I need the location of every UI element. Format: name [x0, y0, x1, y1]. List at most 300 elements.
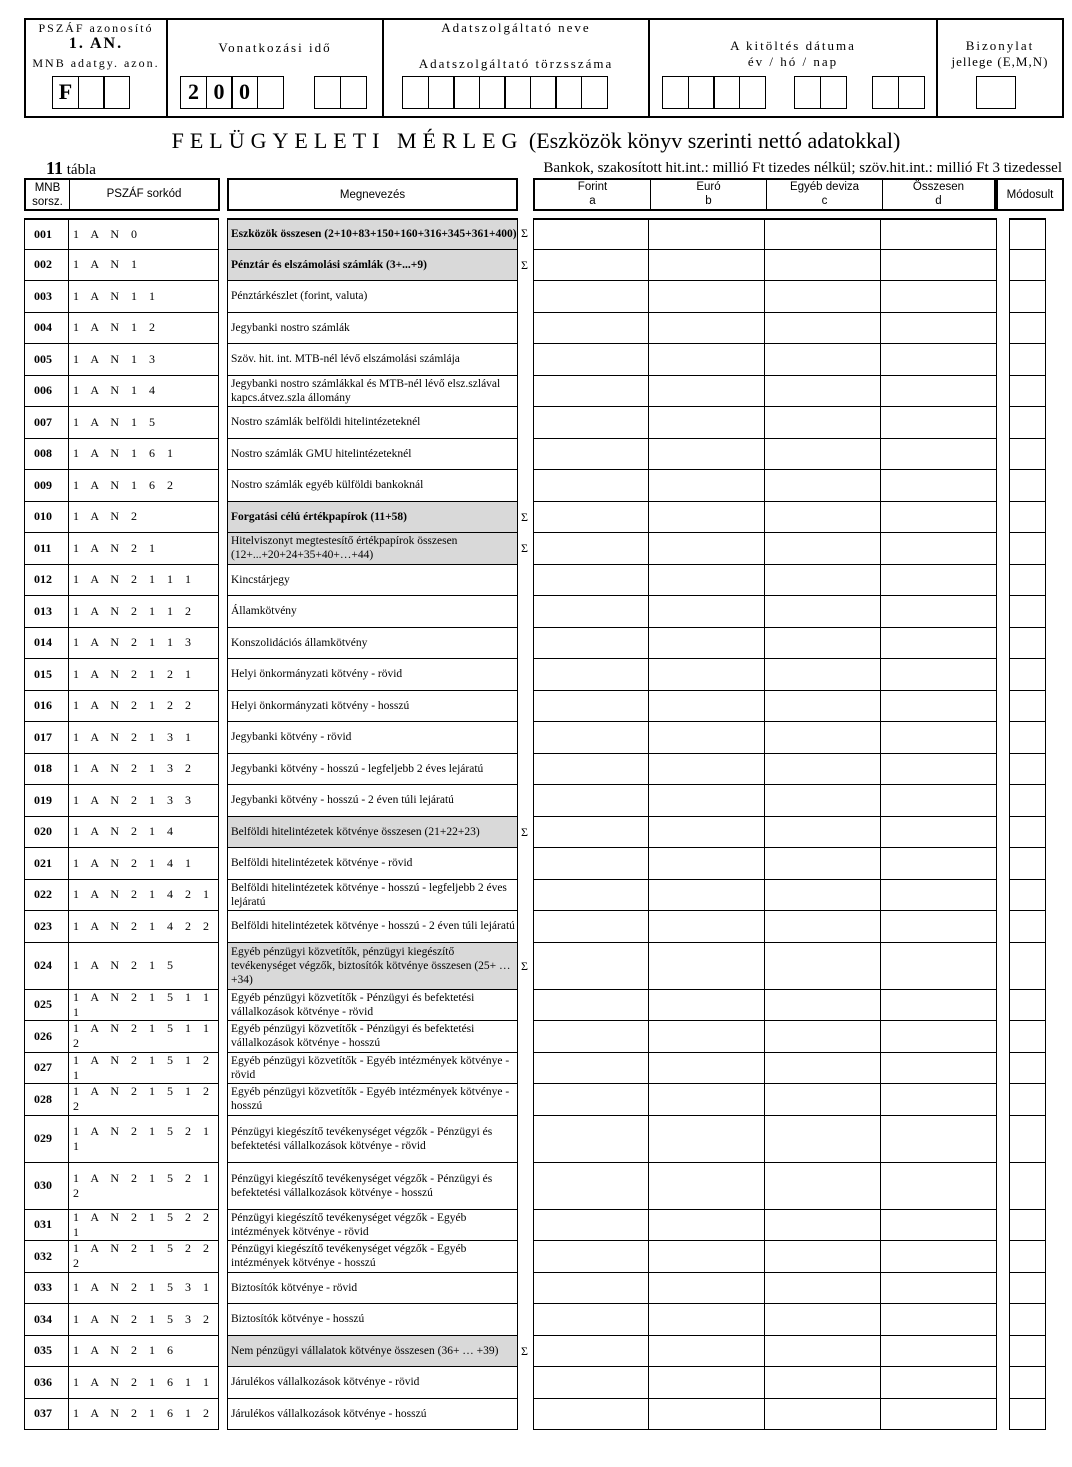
modified-field[interactable] [1009, 1084, 1046, 1116]
period-box[interactable]: 0 [231, 76, 258, 109]
value-total-field[interactable] [881, 1021, 997, 1053]
value-euro-field[interactable] [649, 880, 765, 912]
row-name: Jegybanki nostro számlákkal és MTB-nél lévő elsz.szlával kapcs.átvez.szla állomány [227, 376, 518, 408]
table-row [24, 722, 1064, 754]
value-other-field[interactable] [765, 596, 881, 628]
row-number: 008 [24, 439, 69, 471]
modified-field[interactable] [1009, 344, 1046, 376]
row-number: 014 [24, 628, 69, 660]
period-box[interactable]: 0 [206, 76, 233, 109]
value-other-field[interactable] [765, 1053, 881, 1085]
modified-field[interactable] [1009, 1116, 1046, 1163]
value-forint-field[interactable] [533, 502, 649, 534]
value-forint-field[interactable] [533, 439, 649, 471]
value-euro-field[interactable] [649, 722, 765, 754]
value-euro-field[interactable] [649, 1163, 765, 1210]
value-total-field[interactable] [881, 785, 997, 817]
row-number: 032 [24, 1241, 69, 1273]
value-total-field[interactable] [881, 1241, 997, 1273]
sigma-icon: Σ [521, 226, 528, 241]
table-row [24, 1336, 1064, 1368]
value-forint-field[interactable] [533, 1116, 649, 1163]
modified-field[interactable] [1009, 1336, 1046, 1368]
value-forint-field[interactable] [533, 943, 649, 990]
value-total-field[interactable] [881, 1399, 997, 1431]
value-euro-field[interactable] [649, 1241, 765, 1273]
modified-field[interactable] [1009, 911, 1046, 943]
modified-field[interactable] [1009, 376, 1046, 408]
provider-id-box[interactable] [555, 76, 582, 109]
row-code: 1 A N 2 1 5 [69, 943, 219, 990]
value-total-field[interactable] [881, 848, 997, 880]
value-other-field[interactable] [765, 943, 881, 990]
modified-field[interactable] [1009, 990, 1046, 1022]
value-other-field[interactable] [765, 691, 881, 723]
value-other-field[interactable] [765, 1210, 881, 1242]
table-row [24, 1367, 1064, 1399]
row-name: Belföldi hitelintézetek kötvénye - hosszú - legfeljebb 2 éves lejáratú [227, 880, 518, 912]
modified-field[interactable] [1009, 722, 1046, 754]
modified-field[interactable] [1009, 407, 1046, 439]
row-number: 026 [24, 1021, 69, 1053]
row-name: Biztosítók kötvénye - rövid [227, 1273, 518, 1305]
value-euro-field[interactable] [649, 502, 765, 534]
value-total-field[interactable] [881, 754, 997, 786]
modified-field[interactable] [1009, 754, 1046, 786]
value-other-field[interactable] [765, 659, 881, 691]
modified-field[interactable] [1009, 628, 1046, 660]
value-total-field[interactable] [881, 943, 997, 990]
value-total-field[interactable] [881, 722, 997, 754]
value-total-field[interactable] [881, 502, 997, 534]
value-total-field[interactable] [881, 565, 997, 597]
value-total-field[interactable] [881, 911, 997, 943]
value-forint-field[interactable] [533, 754, 649, 786]
modified-field[interactable] [1009, 691, 1046, 723]
provider-id-box[interactable] [479, 76, 506, 109]
row-number: 003 [24, 281, 69, 313]
value-total-field[interactable] [881, 880, 997, 912]
row-code: 1 A N 2 1 5 1 2 2 [69, 1084, 219, 1116]
value-total-field[interactable] [881, 281, 997, 313]
value-forint-field[interactable] [533, 281, 649, 313]
value-forint-field[interactable] [533, 691, 649, 723]
value-euro-field[interactable] [649, 628, 765, 660]
modified-field[interactable] [1009, 439, 1046, 471]
modified-field[interactable] [1009, 659, 1046, 691]
provider-id-box[interactable] [453, 76, 480, 109]
row-code: 1 A N 1 3 [69, 344, 219, 376]
table-row [24, 1399, 1064, 1431]
value-other-field[interactable] [765, 1021, 881, 1053]
value-forint-field[interactable] [533, 785, 649, 817]
value-euro-field[interactable] [649, 470, 765, 502]
value-forint-field[interactable] [533, 1021, 649, 1053]
period-box[interactable]: 2 [180, 76, 207, 109]
period-box[interactable] [340, 76, 367, 109]
date-cell [650, 20, 938, 116]
table-row [24, 943, 1064, 990]
date-year-boxes [662, 76, 764, 109]
table-row [24, 1304, 1064, 1336]
row-code: 1 A N 2 1 1 1 [69, 565, 219, 597]
modified-field[interactable] [1009, 1210, 1046, 1242]
value-other-field[interactable] [765, 470, 881, 502]
value-forint-field[interactable] [533, 250, 649, 282]
value-euro-field[interactable] [649, 313, 765, 345]
title-main: FELÜGYELETI MÉRLEG [171, 128, 524, 153]
value-total-field[interactable] [881, 250, 997, 282]
value-other-field[interactable] [765, 218, 881, 250]
form-code: 1. AN. [68, 35, 124, 52]
value-euro-field[interactable] [649, 218, 765, 250]
value-euro-field[interactable] [649, 785, 765, 817]
value-forint-field[interactable] [533, 596, 649, 628]
value-forint-field[interactable] [533, 848, 649, 880]
value-other-field[interactable] [765, 1304, 881, 1336]
form-id-box[interactable] [103, 76, 130, 109]
value-total-field[interactable] [881, 659, 997, 691]
value-euro-field[interactable] [649, 1367, 765, 1399]
date-box[interactable] [713, 76, 740, 109]
value-total-field[interactable] [881, 407, 997, 439]
value-forint-field[interactable] [533, 1336, 649, 1368]
table-row [24, 990, 1064, 1022]
value-total-field[interactable] [881, 1304, 997, 1336]
value-other-field[interactable] [765, 817, 881, 849]
value-forint-field[interactable] [533, 565, 649, 597]
modified-field[interactable] [1009, 596, 1046, 628]
provider-id-box[interactable] [530, 76, 557, 109]
row-code: 1 A N 2 1 [69, 533, 219, 565]
value-other-field[interactable] [765, 880, 881, 912]
value-total-field[interactable] [881, 1336, 997, 1368]
row-code: 1 A N 2 1 5 2 1 2 [69, 1163, 219, 1210]
row-number: 037 [24, 1399, 69, 1431]
value-euro-field[interactable] [649, 250, 765, 282]
value-euro-field[interactable] [649, 848, 765, 880]
row-number: 017 [24, 722, 69, 754]
period-cell [168, 20, 384, 116]
value-total-field[interactable] [881, 990, 997, 1022]
row-number: 028 [24, 1084, 69, 1116]
table-row [24, 439, 1064, 471]
modified-field[interactable] [1009, 533, 1046, 565]
row-name: Belföldi hitelintézetek kötvénye összesen (21+22+23) [227, 817, 518, 849]
value-euro-field[interactable] [649, 1053, 765, 1085]
value-total-field[interactable] [881, 691, 997, 723]
modified-field[interactable] [1009, 1021, 1046, 1053]
row-name: Belföldi hitelintézetek kötvénye - rövid [227, 848, 518, 880]
modified-field[interactable] [1009, 880, 1046, 912]
value-other-field[interactable] [765, 1399, 881, 1431]
value-other-field[interactable] [765, 533, 881, 565]
value-forint-field[interactable] [533, 1210, 649, 1242]
provider-id-box[interactable] [402, 76, 429, 109]
value-euro-field[interactable] [649, 596, 765, 628]
page-title [0, 128, 1072, 154]
row-name: Egyéb pénzügyi közvetítők - Egyéb intézmények kötvénye - rövid [227, 1053, 518, 1085]
value-euro-field[interactable] [649, 344, 765, 376]
value-forint-field[interactable] [533, 376, 649, 408]
row-code: 1 A N 2 1 5 1 2 1 [69, 1053, 219, 1085]
value-total-field[interactable] [881, 1367, 997, 1399]
row-name: Nostro számlák GMU hitelintézeteknél [227, 439, 518, 471]
value-euro-field[interactable] [649, 943, 765, 990]
modified-field[interactable] [1009, 565, 1046, 597]
row-name: Jegybanki kötvény - hosszú - legfeljebb 2 éves lejáratú [227, 754, 518, 786]
value-forint-field[interactable] [533, 344, 649, 376]
value-forint-field[interactable] [533, 218, 649, 250]
period-box[interactable] [314, 76, 341, 109]
value-other-field[interactable] [765, 722, 881, 754]
value-other-field[interactable] [765, 250, 881, 282]
value-total-field[interactable] [881, 1273, 997, 1305]
row-number: 024 [24, 943, 69, 990]
value-forint-field[interactable] [533, 1084, 649, 1116]
date-box[interactable] [739, 76, 766, 109]
value-euro-field[interactable] [649, 754, 765, 786]
modified-field[interactable] [1009, 502, 1046, 534]
provider-id-box[interactable] [581, 76, 608, 109]
value-forint-field[interactable] [533, 313, 649, 345]
table-row [24, 1241, 1064, 1273]
form-id-box[interactable]: F [52, 76, 79, 109]
period-boxes [180, 76, 282, 109]
value-other-field[interactable] [765, 1367, 881, 1399]
row-code: 1 A N 2 1 3 2 [69, 754, 219, 786]
value-forint-field[interactable] [533, 722, 649, 754]
value-other-field[interactable] [765, 754, 881, 786]
sigma-icon: Σ [521, 509, 528, 524]
table-row [24, 376, 1064, 408]
provider-id-box[interactable] [504, 76, 531, 109]
table-row [24, 596, 1064, 628]
modified-field[interactable] [1009, 470, 1046, 502]
table-row [24, 628, 1064, 660]
table-row [24, 533, 1064, 565]
row-number: 034 [24, 1304, 69, 1336]
value-other-field[interactable] [765, 344, 881, 376]
modified-field[interactable] [1009, 817, 1046, 849]
value-total-field[interactable] [881, 1163, 997, 1210]
table-row [24, 502, 1064, 534]
value-total-field[interactable] [881, 344, 997, 376]
value-other-field[interactable] [765, 1241, 881, 1273]
value-euro-field[interactable] [649, 911, 765, 943]
modified-field[interactable] [1009, 313, 1046, 345]
value-other-field[interactable] [765, 1336, 881, 1368]
modified-field[interactable] [1009, 785, 1046, 817]
value-total-field[interactable] [881, 1084, 997, 1116]
row-code: 1 A N 2 1 1 3 [69, 628, 219, 660]
value-forint-field[interactable] [533, 533, 649, 565]
table-row [24, 218, 1064, 250]
value-total-field[interactable] [881, 470, 997, 502]
value-other-field[interactable] [765, 313, 881, 345]
value-forint-field[interactable] [533, 1399, 649, 1431]
col-euro-letter: b [705, 195, 712, 207]
date-box[interactable] [688, 76, 715, 109]
row-name: Forgatási célú értékpapírok (11+58) [227, 502, 518, 534]
value-other-field[interactable] [765, 1163, 881, 1210]
value-other-field[interactable] [765, 281, 881, 313]
value-euro-field[interactable] [649, 376, 765, 408]
col-forint-letter: a [589, 195, 596, 207]
value-total-field[interactable] [881, 533, 997, 565]
modified-field[interactable] [1009, 1053, 1046, 1085]
date-box[interactable] [662, 76, 689, 109]
value-forint-field[interactable] [533, 911, 649, 943]
provider-id-box[interactable] [428, 76, 455, 109]
row-code: 1 A N 2 1 2 2 [69, 691, 219, 723]
date-box[interactable] [794, 76, 821, 109]
col-other [767, 180, 883, 209]
row-name: Helyi önkormányzati kötvény - hosszú [227, 691, 518, 723]
value-forint-field[interactable] [533, 1241, 649, 1273]
row-number: 021 [24, 848, 69, 880]
row-name: Egyéb pénzügyi közvetítők, pénzügyi kiegészítő tevékenységet végzők, biztosítók kötvénye összesen (25+ … +34) [227, 943, 518, 990]
table-row [24, 565, 1064, 597]
value-euro-field[interactable] [649, 565, 765, 597]
col-mnb-line1: MNB [34, 182, 61, 194]
value-total-field[interactable] [881, 439, 997, 471]
row-number: 015 [24, 659, 69, 691]
modified-field[interactable] [1009, 250, 1046, 282]
row-code: 1 A N 2 1 2 1 [69, 659, 219, 691]
doc-type-label-1: Bizonylat [965, 38, 1035, 53]
value-other-field[interactable] [765, 1116, 881, 1163]
table-row [24, 1021, 1064, 1053]
value-other-field[interactable] [765, 911, 881, 943]
row-number: 027 [24, 1053, 69, 1085]
modified-field[interactable] [1009, 1163, 1046, 1210]
modified-field[interactable] [1009, 1241, 1046, 1273]
form-id-box[interactable] [78, 76, 105, 109]
row-code: 1 A N 2 1 6 1 1 [69, 1367, 219, 1399]
value-forint-field[interactable] [533, 470, 649, 502]
value-forint-field[interactable] [533, 1273, 649, 1305]
row-number: 011 [24, 533, 69, 565]
value-other-field[interactable] [765, 502, 881, 534]
value-euro-field[interactable] [649, 1021, 765, 1053]
modified-field[interactable] [1009, 281, 1046, 313]
row-number: 001 [24, 218, 69, 250]
value-euro-field[interactable] [649, 1084, 765, 1116]
row-number: 004 [24, 313, 69, 345]
value-other-field[interactable] [765, 785, 881, 817]
table-row [24, 1163, 1064, 1210]
modified-field[interactable] [1009, 218, 1046, 250]
value-euro-field[interactable] [649, 281, 765, 313]
row-name: Jegybanki kötvény - hosszú - 2 éven túli lejáratú [227, 785, 518, 817]
period-box[interactable] [257, 76, 284, 109]
row-number: 016 [24, 691, 69, 723]
value-other-field[interactable] [765, 990, 881, 1022]
value-euro-field[interactable] [649, 407, 765, 439]
provider-id-boxes [402, 76, 606, 109]
col-pszaf: PSZÁF sorkód [106, 188, 182, 200]
row-name: Egyéb pénzügyi közvetítők - Pénzügyi és befektetési vállalkozások kötvénye - hosszú [227, 1021, 518, 1053]
value-forint-field[interactable] [533, 880, 649, 912]
value-total-field[interactable] [881, 817, 997, 849]
modified-field[interactable] [1009, 1273, 1046, 1305]
value-total-field[interactable] [881, 628, 997, 660]
value-other-field[interactable] [765, 1084, 881, 1116]
doc-type-box[interactable] [976, 76, 1016, 109]
value-total-field[interactable] [881, 1053, 997, 1085]
row-number: 020 [24, 817, 69, 849]
row-number: 009 [24, 470, 69, 502]
value-other-field[interactable] [765, 1273, 881, 1305]
value-other-field[interactable] [765, 565, 881, 597]
modified-field[interactable] [1009, 848, 1046, 880]
value-total-field[interactable] [881, 218, 997, 250]
value-forint-field[interactable] [533, 628, 649, 660]
modified-field[interactable] [1009, 943, 1046, 990]
value-other-field[interactable] [765, 848, 881, 880]
pszaf-label: PSZÁF azonosító [38, 21, 154, 35]
value-forint-field[interactable] [533, 1367, 649, 1399]
date-box[interactable] [820, 76, 847, 109]
value-total-field[interactable] [881, 1116, 997, 1163]
value-euro-field[interactable] [649, 1304, 765, 1336]
value-euro-field[interactable] [649, 1210, 765, 1242]
col-forint [535, 180, 651, 209]
value-other-field[interactable] [765, 376, 881, 408]
period-boxes-2 [314, 76, 365, 109]
value-other-field[interactable] [765, 439, 881, 471]
table-row [24, 817, 1064, 849]
value-total-field[interactable] [881, 376, 997, 408]
value-euro-field[interactable] [649, 1336, 765, 1368]
modified-field[interactable] [1009, 1304, 1046, 1336]
value-euro-field[interactable] [649, 439, 765, 471]
value-forint-field[interactable] [533, 407, 649, 439]
value-forint-field[interactable] [533, 659, 649, 691]
value-forint-field[interactable] [533, 1053, 649, 1085]
value-euro-field[interactable] [649, 817, 765, 849]
value-euro-field[interactable] [649, 1399, 765, 1431]
value-euro-field[interactable] [649, 691, 765, 723]
doc-type-label-2: jellege (E,M,N) [951, 54, 1049, 69]
value-euro-field[interactable] [649, 659, 765, 691]
modified-field[interactable] [1009, 1367, 1046, 1399]
value-euro-field[interactable] [649, 533, 765, 565]
modified-field[interactable] [1009, 1399, 1046, 1431]
date-label: A kitöltés dátuma [730, 38, 856, 53]
value-total-field[interactable] [881, 596, 997, 628]
date-box[interactable] [872, 76, 899, 109]
form-id-boxes [52, 76, 129, 109]
date-box[interactable] [898, 76, 925, 109]
value-total-field[interactable] [881, 313, 997, 345]
value-other-field[interactable] [765, 628, 881, 660]
value-forint-field[interactable] [533, 990, 649, 1022]
value-euro-field[interactable] [649, 1116, 765, 1163]
value-euro-field[interactable] [649, 1273, 765, 1305]
mnb-label: MNB adatgy. azon. [32, 56, 160, 70]
value-other-field[interactable] [765, 407, 881, 439]
value-total-field[interactable] [881, 1210, 997, 1242]
value-euro-field[interactable] [649, 990, 765, 1022]
value-forint-field[interactable] [533, 1163, 649, 1210]
value-forint-field[interactable] [533, 817, 649, 849]
col-modified: Módosult [1006, 189, 1054, 201]
value-forint-field[interactable] [533, 1304, 649, 1336]
row-number: 007 [24, 407, 69, 439]
table-row [24, 407, 1064, 439]
